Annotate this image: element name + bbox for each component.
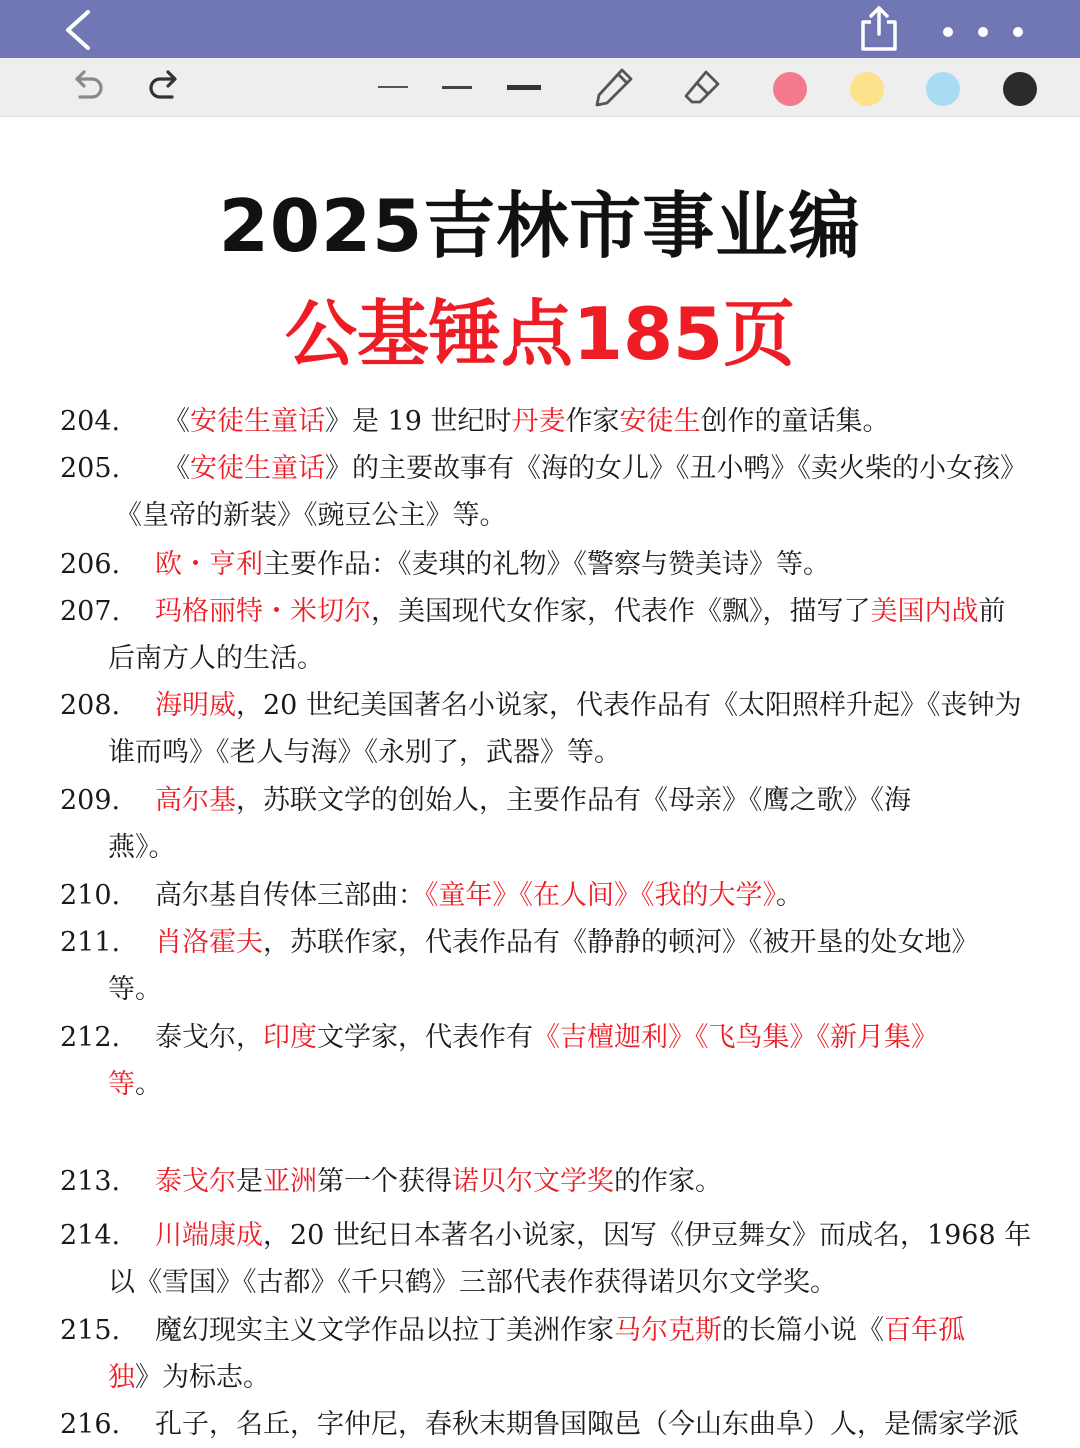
body-text: ，美国现代女作家，代表作《飘》，描写了 xyxy=(371,596,871,627)
highlight-text: 百年孤 xyxy=(884,1315,965,1346)
highlight-text: 印度 xyxy=(263,1022,317,1053)
item-line xyxy=(108,1259,837,1306)
thin-line-button[interactable] xyxy=(376,58,410,116)
pen-button[interactable] xyxy=(590,58,638,116)
highlight-text: 诺贝尔文学奖 xyxy=(452,1166,614,1197)
item-line xyxy=(163,445,1027,492)
item-number: 215. xyxy=(60,1315,121,1346)
item-number: 208. xyxy=(60,690,121,721)
back-icon[interactable] xyxy=(58,8,98,52)
item-line xyxy=(108,966,162,1013)
highlight-text: 高尔基 xyxy=(155,785,236,816)
color-swatch-pink[interactable] xyxy=(773,72,807,106)
highlight-text: 安徒生 xyxy=(619,406,701,437)
annotation-toolbar xyxy=(0,58,1080,117)
body-text: 等。 xyxy=(108,974,162,1005)
body-text: 》是 19 世纪时 xyxy=(325,406,512,437)
color-swatch-dark[interactable] xyxy=(1003,72,1037,106)
body-text: 谁而鸣》《老人与海》《永别了，武器》等。 xyxy=(108,737,621,768)
item-number: 216. xyxy=(60,1409,121,1440)
item-number: 205. xyxy=(60,453,121,484)
item-line xyxy=(155,588,1006,635)
item-line xyxy=(155,1014,938,1061)
body-text: 。 xyxy=(135,1069,162,1100)
highlight-text: 安徒生童话 xyxy=(190,453,325,484)
item-line xyxy=(108,729,621,776)
body-text: 》的主要故事有《海的女儿》《丑小鸭》《卖火柴的小女孩》 xyxy=(325,453,1027,484)
pen-icon xyxy=(592,65,636,109)
body-text: 。 xyxy=(776,880,803,911)
item-line xyxy=(155,1307,965,1354)
highlight-text: 独 xyxy=(108,1362,135,1393)
eraser-icon xyxy=(682,67,722,107)
medium-line-button[interactable] xyxy=(440,58,474,116)
redo-icon xyxy=(144,67,184,107)
thin-line-icon xyxy=(378,86,408,88)
item-line xyxy=(155,1158,722,1205)
body-text: 第一个获得 xyxy=(317,1166,452,1197)
body-text: 《 xyxy=(163,453,190,484)
item-number: 213. xyxy=(60,1166,121,1197)
color-swatch-light-blue[interactable] xyxy=(926,72,960,106)
more-icon[interactable] xyxy=(938,22,1028,42)
item-number: 209. xyxy=(60,785,121,816)
doc-title: 2025吉林市事业编 xyxy=(218,184,862,268)
item-number: 211. xyxy=(60,927,121,958)
highlight-text: 安徒生童话 xyxy=(190,406,325,437)
undo-button[interactable] xyxy=(66,58,110,116)
body-text: ，苏联文学的创始人，主要作品有《母亲》《鹰之歌》《海 xyxy=(236,785,911,816)
body-text: 主要作品：《麦琪的礼物》《警察与赞美诗》等。 xyxy=(263,549,830,580)
body-text: ，20 世纪美国著名小说家，代表作品有《太阳照样升起》《丧钟为 xyxy=(236,690,1022,721)
top-bar xyxy=(0,0,1080,58)
medium-line-icon xyxy=(442,86,472,89)
highlight-text: 肖洛霍夫 xyxy=(155,927,263,958)
body-text: 作家 xyxy=(565,406,620,437)
item-number: 212. xyxy=(60,1022,121,1053)
highlight-text: 泰戈尔 xyxy=(155,1166,236,1197)
doc-subtitle: 公基锤点185页 xyxy=(284,292,796,376)
item-line xyxy=(155,919,979,966)
highlight-text: 等 xyxy=(108,1069,135,1100)
body-text: 魔幻现实主义文学作品以拉丁美洲作家 xyxy=(155,1315,614,1346)
item-number: 210. xyxy=(60,880,121,911)
item-line xyxy=(108,824,176,871)
body-text: 《皇帝的新装》《豌豆公主》等。 xyxy=(115,500,507,531)
highlight-text: 亚洲 xyxy=(263,1166,317,1197)
item-line xyxy=(108,1354,270,1401)
item-line xyxy=(155,777,911,824)
item-line xyxy=(155,541,830,588)
body-text: 后南方人的生活。 xyxy=(108,643,324,674)
eraser-button[interactable] xyxy=(680,58,724,116)
highlight-text: 欧・亨利 xyxy=(155,549,263,580)
highlight-text: 美国内战 xyxy=(870,596,979,627)
item-number: 207. xyxy=(60,596,121,627)
item-line xyxy=(155,1212,1031,1259)
color-swatch-yellow[interactable] xyxy=(850,72,884,106)
body-text: 泰戈尔， xyxy=(155,1022,263,1053)
highlight-text: 《吉檀迦利》《飞鸟集》《新月集》 xyxy=(533,1022,938,1053)
item-number: 206. xyxy=(60,549,121,580)
item-line xyxy=(108,1061,162,1108)
highlight-text: 玛格丽特・米切尔 xyxy=(155,596,371,627)
share-icon[interactable] xyxy=(858,4,900,52)
item-line xyxy=(115,492,507,539)
body-text: 文学家，代表作有 xyxy=(317,1022,533,1053)
thick-line-icon xyxy=(507,85,541,90)
body-text: 以《雪国》《古都》《千只鹤》三部代表作获得诺贝尔文学奖。 xyxy=(108,1267,837,1298)
body-text: 前 xyxy=(978,596,1006,627)
body-text: ，20 世纪日本著名小说家，因写《伊豆舞女》而成名，1968 年 xyxy=(263,1220,1032,1251)
item-line xyxy=(108,635,324,682)
item-line xyxy=(155,682,1021,729)
body-text: 孔子，名丘，字仲尼，春秋末期鲁国陬邑（今山东曲阜）人，是儒家学派 xyxy=(155,1409,1019,1440)
body-text: 《 xyxy=(163,406,190,437)
highlight-text: 川端康成 xyxy=(155,1220,263,1251)
undo-icon xyxy=(68,67,108,107)
item-number: 214. xyxy=(60,1220,121,1251)
item-line xyxy=(163,398,890,445)
body-text: 创作的童话集。 xyxy=(700,406,890,437)
body-text: 的作家。 xyxy=(614,1166,722,1197)
highlight-text: 马尔克斯 xyxy=(614,1315,722,1346)
body-text: 的长篇小说《 xyxy=(722,1315,884,1346)
highlight-text: 海明威 xyxy=(155,690,236,721)
body-text: ，苏联作家，代表作品有《静静的顿河》《被开垦的处女地》 xyxy=(263,927,979,958)
item-number: 204. xyxy=(60,406,121,437)
body-text: 高尔基自传体三部曲： xyxy=(155,880,425,911)
body-text: 》为标志。 xyxy=(135,1362,270,1393)
redo-button[interactable] xyxy=(142,58,186,116)
highlight-text: 丹麦 xyxy=(511,406,566,437)
item-line xyxy=(155,872,803,919)
body-text: 是 xyxy=(236,1166,263,1197)
highlight-text: 《童年》《在人间》《我的大学》 xyxy=(425,880,776,911)
body-text: 燕》。 xyxy=(108,832,176,863)
thick-line-button[interactable] xyxy=(504,58,544,116)
item-line xyxy=(155,1401,1019,1448)
